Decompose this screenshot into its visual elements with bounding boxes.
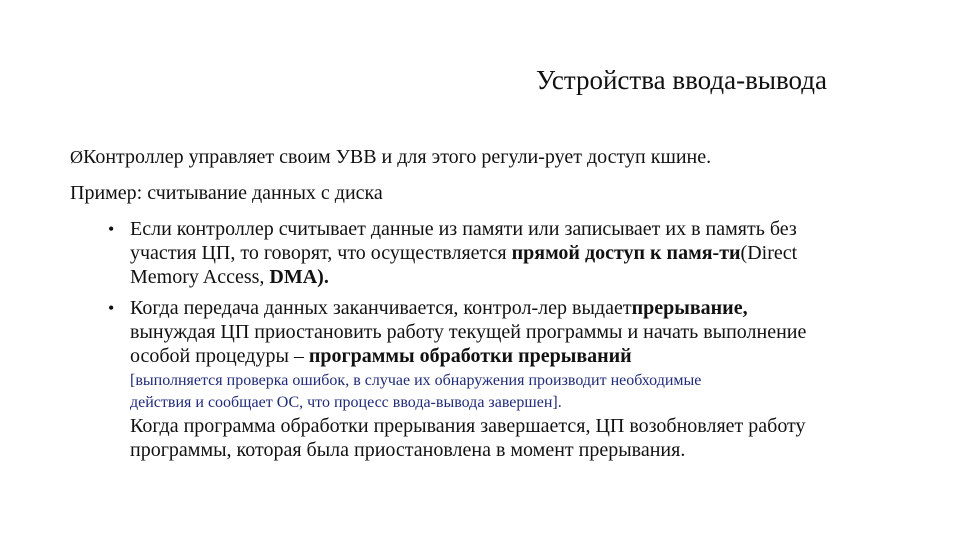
slide-title: Устройства ввода-вывода	[536, 65, 827, 95]
bullet-interrupt-line-1-plain: Когда передача данных заканчивается, контрол-лер выдает	[130, 297, 632, 319]
bullet-dma-term: прямой доступ к памя-ти	[511, 242, 741, 264]
bullet-dma-text	[130, 217, 910, 289]
closing-paragraph	[130, 414, 806, 462]
bullet-dot-icon: •	[108, 219, 115, 239]
note-line-2: действия и сообщает ОС, что процесс ввода-вывода завершен].	[130, 394, 562, 411]
bullet-interrupt-line-3	[130, 344, 910, 368]
bullet-interrupt-term: прерывание,	[631, 297, 748, 319]
arrow-bullet-icon: Ø	[70, 147, 83, 167]
bullet-interrupt-line-2: вынуждая ЦП приостановить работу текущей программы и начать выполнение	[130, 321, 807, 343]
bullet-interrupt-text	[130, 296, 910, 368]
bullet-dot-icon: •	[108, 298, 115, 318]
bullet-dma-line-3	[130, 265, 910, 289]
bullet-dma-line-2-tail: (Direct	[740, 242, 798, 264]
bullet-dma-line-2	[130, 241, 910, 265]
bracket-note	[130, 370, 701, 414]
bullet-dma-line-2-plain: участия ЦП, то говорят, что осуществляется	[130, 242, 512, 264]
example-line: Пример: считывание данных с диска	[70, 182, 383, 204]
note-line-1: [выполняется проверка ошибок, в случае их обнаружения производит необходимые	[130, 372, 702, 389]
bullet-dma-line-1: Если контроллер считывает данные из памяти или записывает их в память без	[130, 218, 797, 240]
closing-line-2: программы, которая была приостановлена в момент прерывания.	[130, 439, 686, 461]
bullet-interrupt-line-1	[130, 296, 910, 320]
bullet-dma-line-3-plain: Memory Access,	[130, 266, 270, 288]
main-point	[70, 144, 711, 170]
bullet-dma-abbrev: DMA).	[269, 266, 329, 288]
main-point-text: Контроллер управляет своим УВВ и для этого регули-рует доступ кшине.	[83, 146, 712, 168]
bullet-interrupt-handler-term: программы обработки прерываний	[308, 345, 632, 367]
closing-line-1: Когда программа обработки прерывания завершается, ЦП возобновляет работу	[130, 415, 806, 437]
bullet-interrupt-line-3-plain: особой процедуры –	[130, 345, 309, 367]
